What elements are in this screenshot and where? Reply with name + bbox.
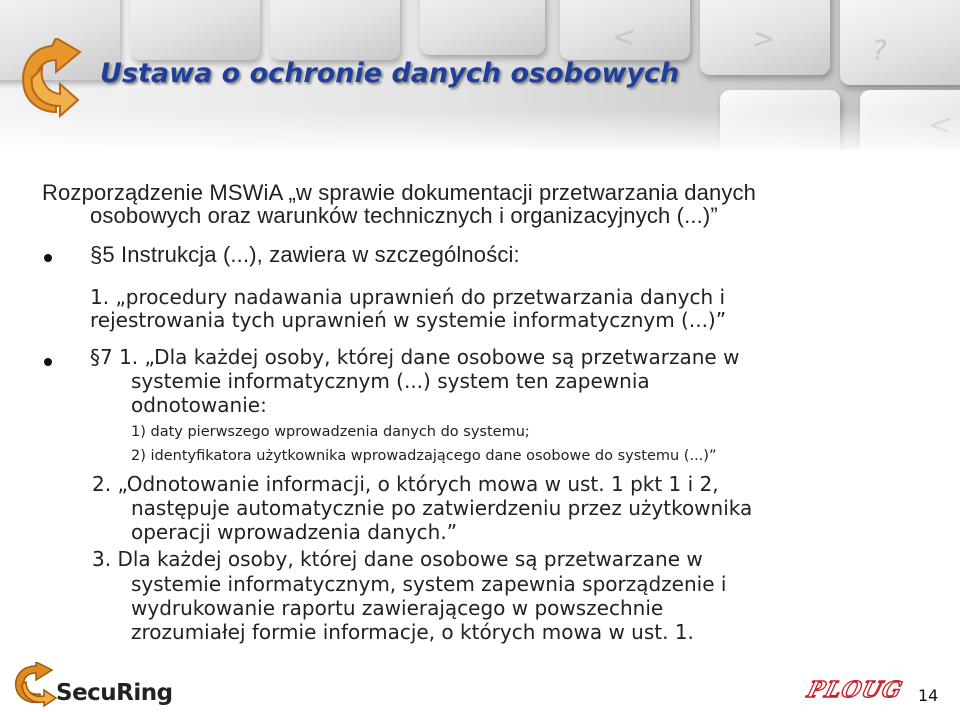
intro-line-1: Rozporządzenie MSWiA „w sprawie dokumentacji przetwarzania danych	[42, 180, 757, 205]
ploug-logo: PLOUG	[804, 677, 906, 703]
slide-title: Ustawa o ochronie danych osobowych	[100, 58, 680, 89]
securing-logo-text: SecuRing	[56, 680, 173, 706]
bullet-marker	[44, 358, 52, 366]
header-arrow-logo-icon	[12, 38, 94, 122]
point-1-line-2: rejestrowania tych uprawnień w systemie informatycznym (...)”	[90, 308, 727, 332]
sub-item-1: 1) daty pierwszego wprowadzenia danych do systemu;	[131, 424, 530, 440]
item-3-line-3: wydrukowanie raportu zawierającego w powszechnie	[131, 596, 664, 620]
header-fade	[0, 110, 960, 155]
bullet-marker	[44, 254, 52, 262]
item-2-line-1: 2. „Odnotowanie informacji, o których mowa w ust. 1 pkt 1 i 2,	[92, 472, 719, 496]
point-1-line-1: 1. „procedury nadawania uprawnień do przetwarzania danych i	[90, 285, 726, 309]
bullet-1-text: §5 Instrukcja (...), zawiera w szczególności:	[90, 242, 520, 267]
header-keyboard-background: < > ?	[0, 0, 960, 150]
page-number: 14	[918, 686, 939, 705]
intro-line-2: osobowych oraz warunków technicznych i organizacyjnych (...)”	[90, 203, 718, 228]
item-2-line-3: operacji wprowadzenia danych.”	[131, 520, 458, 544]
securing-logo-icon	[10, 662, 60, 708]
item-3-line-1: 3. Dla każdej osoby, której dane osobowe są przetwarzane w	[92, 547, 703, 571]
item-3-line-4: zrozumiałej formie informacje, o których mowa w ust. 1.	[131, 620, 694, 644]
bullet-2-line-2: systemie informatycznym (...) system ten zapewnia	[131, 369, 650, 393]
bullet-2-line-3: odnotowanie:	[131, 393, 267, 417]
item-2-line-2: następuje automatycznie po zatwierdzeniu przez użytkownika	[131, 496, 753, 520]
item-3-line-2: systemie informatycznym, system zapewnia sporządzenie i	[131, 572, 727, 596]
sub-item-2: 2) identyfikatora użytkownika wprowadzającego dane osobowe do systemu (...)”	[131, 448, 717, 464]
bullet-2-line-1: §7 1. „Dla każdej osoby, której dane osobowe są przetwarzane w	[90, 345, 740, 369]
